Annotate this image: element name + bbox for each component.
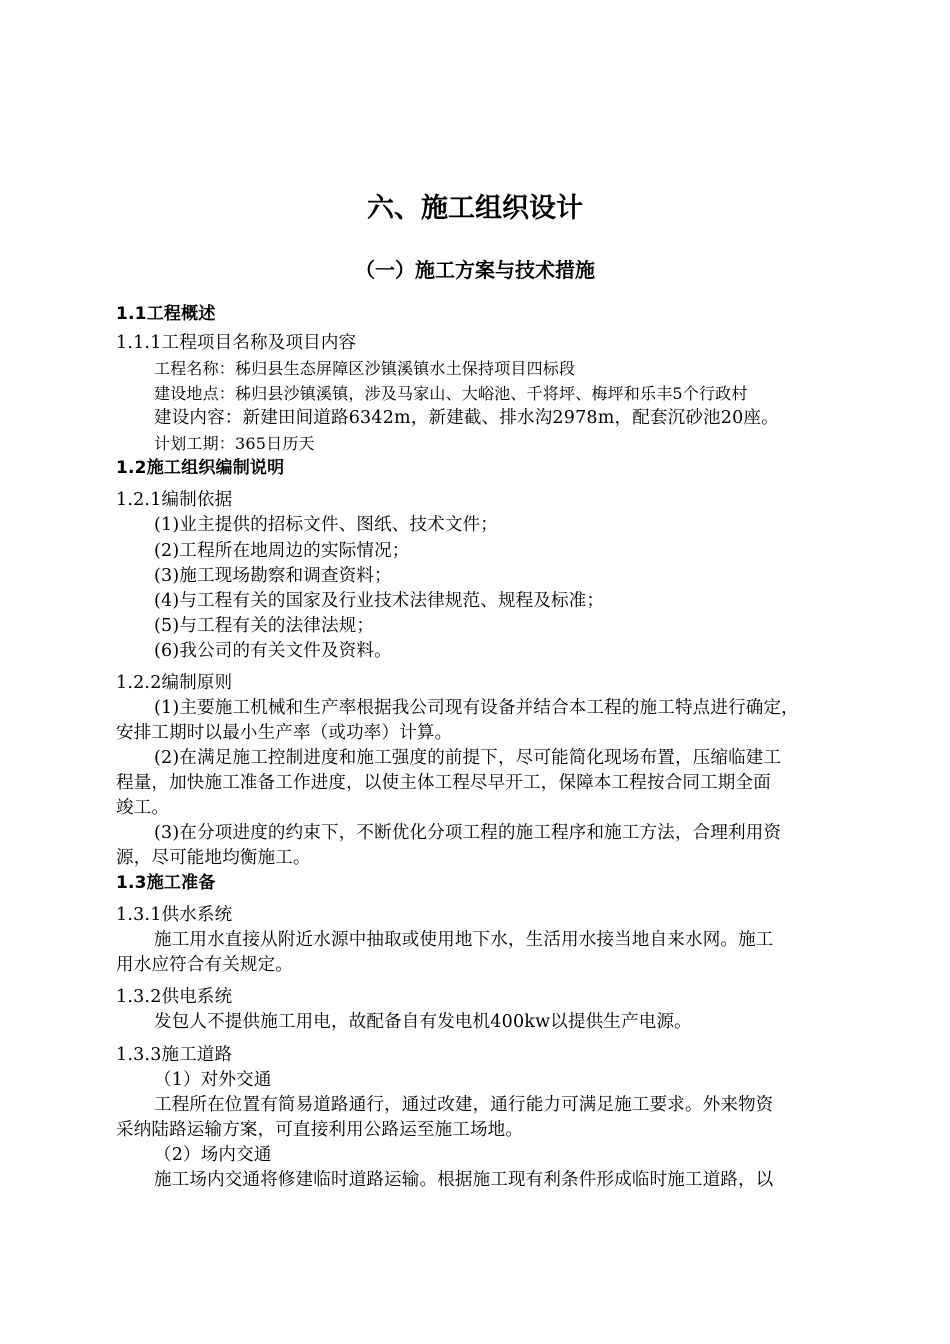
basis-item-5: (5)与工程有关的法律法规； (154, 616, 375, 636)
section-heading-1-1: 1.1工程概述 (116, 304, 216, 324)
external-traffic-line-2: 采纳陆路运输方案，可直接利用公路运至施工场地。 (116, 1120, 524, 1140)
basis-item-6: (6)我公司的有关文件及资料。 (154, 641, 392, 661)
subsection-heading-1-2-1: 1.2.1编制依据 (116, 490, 233, 510)
basis-item-4: (4)与工程有关的国家及行业技术法律规范、规程及标准； (154, 591, 605, 611)
principle-3-line-2: 源，尽可能地均衡施工。 (116, 848, 311, 868)
basis-item-2: (2)工程所在地周边的实际情况； (154, 541, 410, 561)
principle-2-line-1: (2)在满足施工控制进度和施工强度的前提下，尽可能简化现场布置，压缩临建工 (154, 748, 782, 768)
page-subtitle: （一）施工方案与技术措施 (355, 258, 595, 282)
subsection-heading-1-3-3: 1.3.3施工道路 (116, 1045, 233, 1065)
external-traffic-heading: （1）对外交通 (154, 1070, 272, 1090)
principle-2-line-2: 程量，加快施工准备工作进度，以使主体工程尽早开工，保障本工程按合同工期全面 (116, 773, 771, 793)
project-location: 建设地点：秭归县沙镇溪镇，涉及马家山、大峪池、千将坪、梅坪和乐丰5个行政村 (154, 384, 748, 403)
section-heading-1-2: 1.2施工组织编制说明 (116, 458, 285, 478)
external-traffic-line-1: 工程所在位置有简易道路通行，通过改建，通行能力可满足施工要求。外来物资 (154, 1095, 774, 1115)
principle-2-line-3: 竣工。 (116, 798, 170, 818)
section-heading-1-3: 1.3施工准备 (116, 873, 216, 893)
subsection-heading-1-3-1: 1.3.1供水系统 (116, 905, 233, 925)
project-content: 建设内容：新建田间道路6342m，新建截、排水沟2978m，配套沉砂池20座。 (154, 408, 779, 428)
subsection-heading-1-3-2: 1.3.2供电系统 (116, 987, 233, 1007)
principle-3-line-1: (3)在分项进度的约束下，不断优化分项工程的施工程序和施工方法，合理利用资 (154, 823, 782, 843)
water-line-1: 施工用水直接从附近水源中抽取或使用地下水，生活用水接当地自来水网。施工 (154, 930, 774, 950)
principle-1-line-2: 安排工期时以最小生产率（或功率）计算。 (116, 723, 453, 743)
subsection-heading-1-1-1: 1.1.1工程项目名称及项目内容 (116, 333, 357, 353)
principle-1-line-1: (1)主要施工机械和生产率根据我公司现有设备并结合本工程的施工特点进行确定， (154, 698, 799, 718)
subsection-heading-1-2-2: 1.2.2编制原则 (116, 673, 233, 693)
page-title: 六、施工组织设计 (367, 193, 583, 224)
internal-traffic-line-1: 施工场内交通将修建临时道路运输。根据施工现有利条件形成临时施工道路，以 (154, 1170, 774, 1190)
water-line-2: 用水应符合有关规定。 (116, 955, 293, 975)
internal-traffic-heading: （2）场内交通 (154, 1145, 272, 1165)
project-name: 工程名称：秭归县生态屏障区沙镇溪镇水土保持项目四标段 (154, 359, 576, 378)
basis-item-3: (3)施工现场勘察和调查资料； (154, 566, 392, 586)
power-line: 发包人不提供施工用电，故配备自有发电机400kw以提供生产电源。 (154, 1012, 692, 1032)
project-duration: 计划工期：365日历天 (154, 434, 315, 453)
basis-item-1: (1)业主提供的招标文件、图纸、技术文件； (154, 515, 498, 535)
